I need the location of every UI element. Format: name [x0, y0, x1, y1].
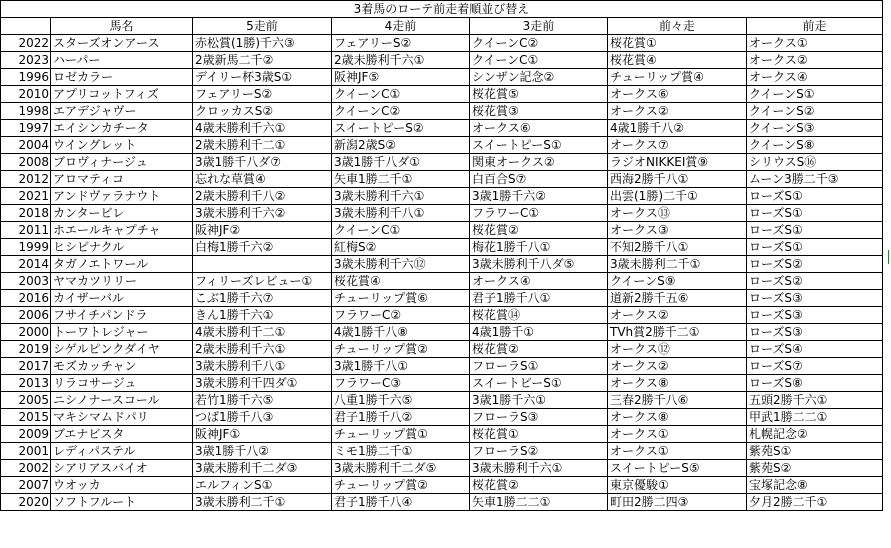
cell-horse-name[interactable]: タガノエトワール	[51, 256, 193, 273]
cell-horse-name[interactable]: アプリコットフィズ	[51, 86, 193, 103]
cell-horse-name[interactable]: シアリアスバイオ	[51, 460, 193, 477]
cell-2-races-before[interactable]: オークス⑧	[608, 409, 747, 426]
cell-year[interactable]: 2023	[1, 52, 51, 69]
cell-previous-race[interactable]: ローズS②	[747, 256, 883, 273]
cell-3-races-before[interactable]: 4歳1勝千①	[470, 324, 608, 341]
cell-year[interactable]: 1996	[1, 69, 51, 86]
cell-3-races-before[interactable]: フローラS①	[470, 358, 608, 375]
cell-2-races-before[interactable]: オークス①	[608, 443, 747, 460]
cell-previous-race[interactable]: クイーンS①	[747, 86, 883, 103]
table-row	[1, 307, 883, 324]
spreadsheet-body	[1, 1, 883, 511]
cell-year[interactable]: 2005	[1, 392, 51, 409]
cell-2-races-before[interactable]: 三春2勝千八⑥	[608, 392, 747, 409]
cell-3-races-before[interactable]: 桜花賞③	[470, 103, 608, 120]
cell-3-races-before[interactable]: スイートピーS①	[470, 137, 608, 154]
cell-horse-name[interactable]: ヒシピナクル	[51, 239, 193, 256]
cell-4-races-before[interactable]: スイートピーS②	[332, 120, 470, 137]
cell-3-races-before[interactable]: 3歳未勝利千八ダ⑤	[470, 256, 608, 273]
cell-5-races-before[interactable]: 4歳未勝利千六①	[193, 120, 332, 137]
cell-4-races-before[interactable]: 3歳未勝利千六⑫	[332, 256, 470, 273]
cell-year[interactable]: 1999	[1, 239, 51, 256]
cell-3-races-before[interactable]: フローラS②	[470, 443, 608, 460]
cell-3-races-before[interactable]: クイーンC①	[470, 52, 608, 69]
cell-year[interactable]: 2012	[1, 171, 51, 188]
header-cell-2-races-before[interactable]: 前々走	[608, 18, 747, 35]
cell-previous-race[interactable]: オークス④	[747, 69, 883, 86]
cell-edge-marker	[888, 250, 889, 264]
cell-horse-name[interactable]: ウオッカ	[51, 477, 193, 494]
table-row	[1, 341, 883, 358]
table-row	[1, 358, 883, 375]
cell-2-races-before[interactable]: オークス②	[608, 358, 747, 375]
cell-4-races-before[interactable]: 3歳未勝利千六①	[332, 188, 470, 205]
cell-previous-race[interactable]: シリウスS⑯	[747, 154, 883, 171]
cell-4-races-before[interactable]: チューリップ賞②	[332, 477, 470, 494]
cell-2-races-before[interactable]: オークス⑫	[608, 341, 747, 358]
cell-5-races-before[interactable]: 3歳未勝利二千①	[193, 494, 332, 511]
cell-year[interactable]: 2021	[1, 188, 51, 205]
cell-previous-race[interactable]: クイーンS②	[747, 103, 883, 120]
cell-year[interactable]: 2022	[1, 35, 51, 52]
cell-2-races-before[interactable]: ラジオNIKKEI賞⑨	[608, 154, 747, 171]
cell-previous-race[interactable]: ローズS④	[747, 341, 883, 358]
table-row	[1, 460, 883, 477]
cell-2-races-before[interactable]: オークス⑦	[608, 137, 747, 154]
cell-4-races-before[interactable]: ミモ1勝二千①	[332, 443, 470, 460]
cell-3-races-before[interactable]: 梅花1勝千八①	[470, 239, 608, 256]
cell-4-races-before[interactable]: 君子1勝千八②	[332, 409, 470, 426]
cell-year[interactable]: 2018	[1, 205, 51, 222]
table-row	[1, 273, 883, 290]
cell-previous-race[interactable]: ローズS③	[747, 307, 883, 324]
cell-horse-name[interactable]: マキシマムドパリ	[51, 409, 193, 426]
cell-horse-name[interactable]: アロマティコ	[51, 171, 193, 188]
cell-2-races-before[interactable]: 不知2勝千八①	[608, 239, 747, 256]
table-row	[1, 239, 883, 256]
cell-5-races-before[interactable]: きん1勝千六①	[193, 307, 332, 324]
table-row	[1, 290, 883, 307]
cell-3-races-before[interactable]: 桜花賞②	[470, 222, 608, 239]
cell-5-races-before[interactable]: 若竹1勝千六⑤	[193, 392, 332, 409]
table-row	[1, 324, 883, 341]
cell-5-races-before[interactable]: クロッカスS②	[193, 103, 332, 120]
cell-year[interactable]: 2008	[1, 154, 51, 171]
cell-previous-race[interactable]: ローズS⑧	[747, 375, 883, 392]
table-row	[1, 392, 883, 409]
cell-previous-race[interactable]: ローズS③	[747, 290, 883, 307]
cell-previous-race[interactable]: 五頭2勝千六①	[747, 392, 883, 409]
cell-5-races-before[interactable]: 2歳未勝利千八②	[193, 188, 332, 205]
cell-3-races-before[interactable]: 関東オークス②	[470, 154, 608, 171]
table-row	[1, 205, 883, 222]
cell-5-races-before[interactable]: 阪神JF②	[193, 222, 332, 239]
cell-4-races-before[interactable]: 矢車1勝二千①	[332, 171, 470, 188]
header-cell-previous-race[interactable]: 前走	[747, 18, 883, 35]
cell-2-races-before[interactable]: オークス⑧	[608, 375, 747, 392]
cell-year[interactable]: 2002	[1, 460, 51, 477]
cell-2-races-before[interactable]: 町田2勝二四③	[608, 494, 747, 511]
cell-3-races-before[interactable]: 白百合S⑦	[470, 171, 608, 188]
header-cell-4-races-before[interactable]: 4走前	[332, 18, 470, 35]
table-row	[1, 69, 883, 86]
cell-4-races-before[interactable]: 3歳1勝千八①	[332, 358, 470, 375]
cell-5-races-before[interactable]: エルフィンS①	[193, 477, 332, 494]
header-cell-5-races-before[interactable]: 5走前	[193, 18, 332, 35]
cell-horse-name[interactable]: ニシノナースコール	[51, 392, 193, 409]
cell-2-races-before[interactable]: クイーンS⑨	[608, 273, 747, 290]
cell-5-races-before[interactable]: こぶ1勝千六⑦	[193, 290, 332, 307]
cell-4-races-before[interactable]: フラワーC②	[332, 307, 470, 324]
table-row	[1, 188, 883, 205]
cell-3-races-before[interactable]: 3歳未勝利千六①	[470, 460, 608, 477]
cell-5-races-before[interactable]: つば1勝千八③	[193, 409, 332, 426]
cell-3-races-before[interactable]: 3歳1勝千六①	[470, 392, 608, 409]
cell-year[interactable]: 2010	[1, 86, 51, 103]
cell-horse-name[interactable]: カイザーバル	[51, 290, 193, 307]
cell-horse-name[interactable]: ホエールキャプチャ	[51, 222, 193, 239]
cell-3-races-before[interactable]: オークス④	[470, 273, 608, 290]
cell-2-races-before[interactable]: 桜花賞①	[608, 35, 747, 52]
cell-horse-name[interactable]: ロゼカラー	[51, 69, 193, 86]
cell-previous-race[interactable]: 夕月2勝二千①	[747, 494, 883, 511]
cell-3-races-before[interactable]: 桜花賞⑭	[470, 307, 608, 324]
cell-3-races-before[interactable]: 矢車1勝二二①	[470, 494, 608, 511]
cell-5-races-before[interactable]: 3歳1勝千八②	[193, 443, 332, 460]
cell-year[interactable]: 2013	[1, 375, 51, 392]
cell-5-races-before[interactable]: 2歳未勝利千二①	[193, 137, 332, 154]
table-row	[1, 375, 883, 392]
cell-horse-name[interactable]: フサイチパンドラ	[51, 307, 193, 324]
cell-previous-race[interactable]: ムーン3勝二千③	[747, 171, 883, 188]
cell-4-races-before[interactable]: チューリップ賞⑥	[332, 290, 470, 307]
cell-previous-race[interactable]: 札幌記念②	[747, 426, 883, 443]
sheet-title[interactable]: 3着馬のローテ前走着順並び替え	[1, 1, 883, 18]
table-row	[1, 103, 883, 120]
cell-3-races-before[interactable]: 桜花賞①	[470, 426, 608, 443]
cell-previous-race[interactable]: ローズS①	[747, 205, 883, 222]
cell-5-races-before[interactable]: 3歳未勝利千八①	[193, 358, 332, 375]
cell-previous-race[interactable]: ローズS⑦	[747, 358, 883, 375]
cell-year[interactable]: 2011	[1, 222, 51, 239]
cell-5-races-before[interactable]: デイリー杯3歳S①	[193, 69, 332, 86]
header-cell-horse-name[interactable]: 馬名	[51, 18, 193, 35]
cell-4-races-before[interactable]: 君子1勝千八④	[332, 494, 470, 511]
cell-3-races-before[interactable]: スイートピーS①	[470, 375, 608, 392]
cell-horse-name[interactable]: トーワトレジャー	[51, 324, 193, 341]
table-row	[1, 494, 883, 511]
cell-2-races-before[interactable]: オークス⑬	[608, 205, 747, 222]
cell-5-races-before[interactable]: フィリーズレビュー①	[193, 273, 332, 290]
cell-2-races-before[interactable]: 桜花賞④	[608, 52, 747, 69]
cell-4-races-before[interactable]: 3歳未勝利千八①	[332, 205, 470, 222]
cell-3-races-before[interactable]: クイーンC②	[470, 35, 608, 52]
table-row	[1, 256, 883, 273]
cell-horse-name[interactable]: ブエナビスタ	[51, 426, 193, 443]
cell-previous-race[interactable]: クイーンS⑧	[747, 137, 883, 154]
cell-horse-name[interactable]: レディパステル	[51, 443, 193, 460]
cell-3-races-before[interactable]: シンザン記念②	[470, 69, 608, 86]
cell-5-races-before[interactable]: フェアリーS②	[193, 86, 332, 103]
cell-4-races-before[interactable]: クイーンC②	[332, 103, 470, 120]
cell-2-races-before[interactable]: スイートピーS⑤	[608, 460, 747, 477]
table-row	[1, 35, 883, 52]
table-row	[1, 86, 883, 103]
cell-5-races-before[interactable]: 4歳未勝利千二①	[193, 324, 332, 341]
table-row	[1, 137, 883, 154]
cell-2-races-before[interactable]: チューリップ賞④	[608, 69, 747, 86]
cell-5-races-before[interactable]: 阪神JF①	[193, 426, 332, 443]
cell-2-races-before[interactable]: オークス②	[608, 103, 747, 120]
cell-horse-name[interactable]: カンタービレ	[51, 205, 193, 222]
cell-2-races-before[interactable]: 西海2勝千八①	[608, 171, 747, 188]
table-row	[1, 443, 883, 460]
cell-horse-name[interactable]: ハーパー	[51, 52, 193, 69]
cell-2-races-before[interactable]: 4歳1勝千八②	[608, 120, 747, 137]
table-row	[1, 409, 883, 426]
cell-2-races-before[interactable]: オークス⑥	[608, 86, 747, 103]
cell-3-races-before[interactable]: 3歳1勝千六②	[470, 188, 608, 205]
cell-horse-name[interactable]: ソフトフルート	[51, 494, 193, 511]
cell-year[interactable]: 1997	[1, 120, 51, 137]
cell-2-races-before[interactable]: TVh賞2勝千二①	[608, 324, 747, 341]
cell-year[interactable]: 2019	[1, 341, 51, 358]
cell-4-races-before[interactable]: 4歳1勝千八⑧	[332, 324, 470, 341]
cell-5-races-before[interactable]: 2歳未勝利千六①	[193, 341, 332, 358]
cell-3-races-before[interactable]: 桜花賞②	[470, 477, 608, 494]
cell-4-races-before[interactable]: 3歳未勝利千二ダ⑤	[332, 460, 470, 477]
cell-5-races-before[interactable]: 3歳未勝利千六②	[193, 205, 332, 222]
cell-horse-name[interactable]: エアデジャヴー	[51, 103, 193, 120]
cell-horse-name[interactable]: モズカッチャン	[51, 358, 193, 375]
cell-year[interactable]: 2003	[1, 273, 51, 290]
cell-2-races-before[interactable]: オークス②	[608, 307, 747, 324]
cell-4-races-before[interactable]: クイーンC①	[332, 222, 470, 239]
table-row	[1, 52, 883, 69]
cell-3-races-before[interactable]: 桜花賞②	[470, 341, 608, 358]
cell-year[interactable]: 2007	[1, 477, 51, 494]
cell-4-races-before[interactable]: 新潟2歳S②	[332, 137, 470, 154]
cell-year[interactable]: 2000	[1, 324, 51, 341]
cell-5-races-before[interactable]: 白梅1勝千六②	[193, 239, 332, 256]
cell-5-races-before[interactable]	[193, 256, 332, 273]
cell-previous-race[interactable]: 宝塚記念⑧	[747, 477, 883, 494]
title-row	[1, 1, 883, 18]
cell-2-races-before[interactable]: オークス①	[608, 426, 747, 443]
table-row	[1, 120, 883, 137]
cell-year[interactable]: 2001	[1, 443, 51, 460]
cell-5-races-before[interactable]: 3歳未勝利千四ダ①	[193, 375, 332, 392]
table-row	[1, 477, 883, 494]
cell-2-races-before[interactable]: 東京優駿①	[608, 477, 747, 494]
cell-2-races-before[interactable]: 出雲(1勝)二千①	[608, 188, 747, 205]
cell-previous-race[interactable]: ローズS①	[747, 188, 883, 205]
cell-2-races-before[interactable]: オークス③	[608, 222, 747, 239]
cell-previous-race[interactable]: ローズS②	[747, 273, 883, 290]
cell-5-races-before[interactable]: 3歳未勝利千二ダ③	[193, 460, 332, 477]
cell-previous-race[interactable]: クイーンS③	[747, 120, 883, 137]
cell-year[interactable]: 2004	[1, 137, 51, 154]
cell-5-races-before[interactable]: 忘れな草賞④	[193, 171, 332, 188]
cell-year[interactable]: 2015	[1, 409, 51, 426]
cell-year[interactable]: 2016	[1, 290, 51, 307]
cell-previous-race[interactable]: 甲武1勝二二①	[747, 409, 883, 426]
cell-2-races-before[interactable]: 3歳未勝利二千①	[608, 256, 747, 273]
cell-previous-race[interactable]: ローズS③	[747, 324, 883, 341]
cell-year[interactable]: 1998	[1, 103, 51, 120]
header-row	[1, 18, 883, 35]
cell-previous-race[interactable]: ローズS①	[747, 239, 883, 256]
cell-horse-name[interactable]: ウイングレット	[51, 137, 193, 154]
cell-horse-name[interactable]: ブロヴィナージュ	[51, 154, 193, 171]
cell-year[interactable]: 2009	[1, 426, 51, 443]
cell-previous-race[interactable]: オークス②	[747, 52, 883, 69]
cell-3-races-before[interactable]: 君子1勝千八①	[470, 290, 608, 307]
cell-5-races-before[interactable]: 3歳1勝千八ダ⑦	[193, 154, 332, 171]
cell-4-races-before[interactable]: 紅梅S②	[332, 239, 470, 256]
cell-horse-name[interactable]: シゲルピンクダイヤ	[51, 341, 193, 358]
table-row	[1, 426, 883, 443]
cell-previous-race[interactable]: 紫苑S②	[747, 460, 883, 477]
cell-4-races-before[interactable]: チューリップ賞②	[332, 341, 470, 358]
cell-previous-race[interactable]: 紫苑S①	[747, 443, 883, 460]
cell-2-races-before[interactable]: 道新2勝千五⑥	[608, 290, 747, 307]
cell-3-races-before[interactable]: フローラS③	[470, 409, 608, 426]
cell-year[interactable]: 2020	[1, 494, 51, 511]
cell-year[interactable]: 2006	[1, 307, 51, 324]
header-cell-year[interactable]	[1, 18, 51, 35]
table-row	[1, 222, 883, 239]
cell-5-races-before[interactable]: 2歳新馬二千②	[193, 52, 332, 69]
table-row	[1, 154, 883, 171]
cell-4-races-before[interactable]: チューリップ賞①	[332, 426, 470, 443]
cell-4-races-before[interactable]: 阪神JF⑤	[332, 69, 470, 86]
table-row	[1, 171, 883, 188]
cell-4-races-before[interactable]: 3歳1勝千八ダ①	[332, 154, 470, 171]
cell-3-races-before[interactable]: 桜花賞⑤	[470, 86, 608, 103]
cell-5-races-before[interactable]: 赤松賞(1勝)千六③	[193, 35, 332, 52]
cell-year[interactable]: 2017	[1, 358, 51, 375]
cell-4-races-before[interactable]: 2歳未勝利千六①	[332, 52, 470, 69]
cell-horse-name[interactable]: エイシンカチータ	[51, 120, 193, 137]
cell-horse-name[interactable]: スターズオンアース	[51, 35, 193, 52]
cell-3-races-before[interactable]: オークス⑥	[470, 120, 608, 137]
cell-4-races-before[interactable]: 八重1勝千六⑤	[332, 392, 470, 409]
header-cell-3-races-before[interactable]: 3走前	[470, 18, 608, 35]
cell-horse-name[interactable]: リラコサージュ	[51, 375, 193, 392]
cell-4-races-before[interactable]: フェアリーS②	[332, 35, 470, 52]
cell-horse-name[interactable]: アンドヴァラナウト	[51, 188, 193, 205]
cell-3-races-before[interactable]: フラワーC①	[470, 205, 608, 222]
cell-4-races-before[interactable]: クイーンC①	[332, 86, 470, 103]
cell-4-races-before[interactable]: 桜花賞④	[332, 273, 470, 290]
cell-horse-name[interactable]: ヤマカツリリー	[51, 273, 193, 290]
cell-year[interactable]: 2014	[1, 256, 51, 273]
cell-4-races-before[interactable]: フラワーC③	[332, 375, 470, 392]
cell-previous-race[interactable]: ローズS①	[747, 222, 883, 239]
cell-previous-race[interactable]: オークス①	[747, 35, 883, 52]
